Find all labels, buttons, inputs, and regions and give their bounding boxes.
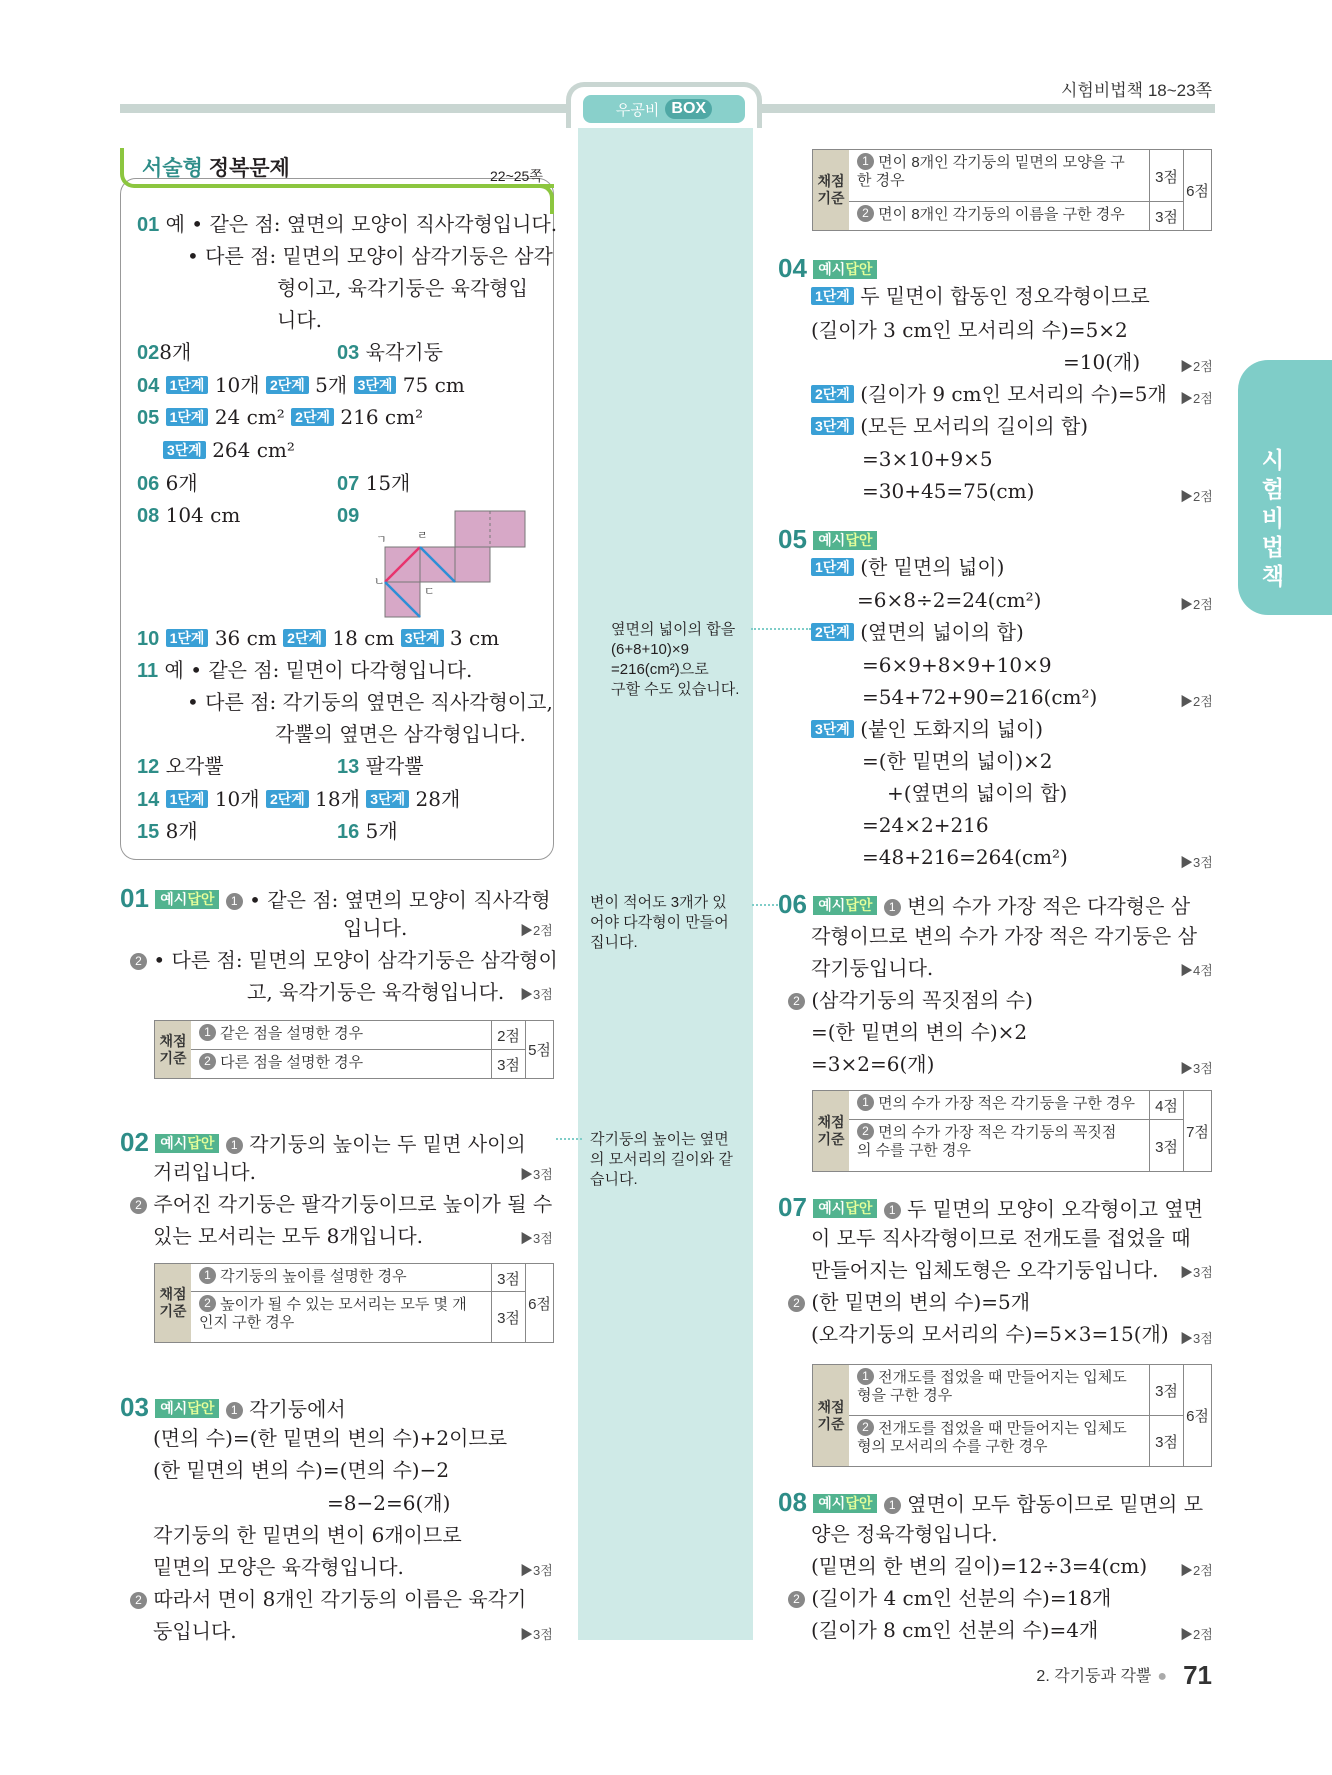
q07-line1: 07 예시답안 1 두 밑면의 모양이 오각형이고 옆면 — [778, 1192, 1204, 1222]
q06-line1: 06 예시답안 1 변의 수가 가장 적은 다각형은 삼 — [778, 889, 1191, 919]
net-label-1: ㄱ — [376, 534, 387, 546]
q05-points5: ▶2점 — [1180, 694, 1213, 709]
q08-line5: (길이가 8 cm인 선분의 수)=4개 — [811, 1618, 1099, 1642]
q07-line5: (오각기둥의 모서리의 수)=5×3=15(개) — [811, 1322, 1169, 1346]
summary-09: 09 — [337, 505, 360, 527]
q02-line1: 02 예시답안 1 각기둥의 높이는 두 밑면 사이의 — [120, 1127, 526, 1157]
q08-line2: 양은 정육각형입니다. — [811, 1522, 998, 1546]
q03-line2: (면의 수)=(한 밑면의 변의 수)+2이므로 — [153, 1426, 508, 1450]
q03-points6: ▶3점 — [520, 1563, 553, 1578]
q01-line2: 입니다. — [343, 916, 408, 940]
summary-05: 05 1단계 24 cm² 2단계 216 cm² — [137, 405, 424, 429]
q01-line3: 2 • 다른 점: 밑면의 모양이 삼각기둥은 삼각형이 — [130, 946, 558, 974]
q05-head: 05 예시답안 — [778, 525, 877, 555]
summary-05c: 3단계 264 cm² — [163, 436, 295, 464]
q02-points4: ▶3점 — [520, 1231, 553, 1246]
q05-line8: +(옆면의 넓이의 합) — [887, 781, 1068, 805]
summary-06: 06 6개 — [137, 471, 198, 495]
q05-line10: =48+216=264(cm²) — [862, 845, 1068, 869]
q06-line2: 각형이므로 변의 수가 가장 적은 각기둥은 삼 — [811, 924, 1197, 948]
box-label: BOX — [665, 99, 712, 119]
summary-pages: 22~25쪽 — [490, 168, 543, 184]
summary-11: 11 예 • 같은 점: 밑면이 다각형입니다. — [137, 658, 473, 682]
q05-line7: =(한 밑면의 넓이)×2 — [862, 749, 1053, 773]
q07-line4: 2 (한 밑면의 변의 수)=5개 — [788, 1288, 1030, 1316]
q02-line2: 거리입니다. — [153, 1160, 256, 1184]
q01-rubric: 채점 기준 1 같은 점을 설명한 경우 2점 2 다른 점을 설명한 경우 3점 5점 — [154, 1020, 554, 1079]
q03-line7: 2 따라서 면이 8개인 각기둥의 이름은 육각기 — [130, 1585, 526, 1613]
book-reference: 시험비법책 18~23쪽 — [1060, 81, 1212, 100]
q06-line5: =(한 밑면의 변의 수)×2 — [811, 1020, 1028, 1044]
summary-title-b: 정복문제 — [208, 157, 290, 180]
q03-line3: (한 밑면의 변의 수)=(면의 수)−2 — [153, 1458, 450, 1482]
net-label-3: ㄴ — [374, 576, 385, 588]
q05-line3: 2단계 (옆면의 넓이의 합) — [811, 618, 1024, 646]
q07-line2: 이 모두 직사각형이므로 전개도를 접었을 때 — [811, 1226, 1191, 1250]
q04-points7: ▶2점 — [1180, 489, 1213, 504]
prism-net-figure — [370, 505, 535, 625]
q03-rubric: 채점 기준 1 면이 8개인 각기둥의 밑면의 모양을 구 한 경우 3점 2 면이 8개인 각기둥의 이름을 구한 경우 3점 6점 — [812, 149, 1212, 231]
note-side-area: 옆면의 넓이의 합을 (6+8+10)×9 =216(cm²)으로 구할 수도 있습니다. — [611, 621, 740, 698]
summary-01c: 형이고, 육각기둥은 육각형입 — [277, 276, 528, 300]
q01-points2: ▶2점 — [520, 923, 553, 938]
q08-line1: 08 예시답안 1 옆면이 모두 합동이므로 밑면의 모 — [778, 1487, 1204, 1517]
summary-08: 08 104 cm — [137, 503, 241, 527]
q04-line6: =3×10+9×5 — [862, 447, 993, 471]
q08-line3: (밑면의 한 변의 길이)=12÷3=4(cm) — [811, 1554, 1148, 1578]
q03-line6: 밑면의 모양은 육각형입니다. — [153, 1555, 404, 1579]
page-footer: 2. 각기둥과 각뿔 ● 71 — [1036, 1660, 1212, 1690]
q05-line4: =6×9+8×9+10×9 — [862, 653, 1052, 677]
q05-line6: 3단계 (붙인 도화지의 넓이) — [811, 715, 1043, 743]
summary-02: 028개 — [137, 340, 192, 364]
q07-line3: 만들어지는 입체도형은 오각기둥입니다. — [811, 1258, 1159, 1282]
q02-line3: 2 주어진 각기둥은 팔각기둥이므로 높이가 될 수 — [130, 1190, 552, 1218]
q04-line7: =30+45=75(cm) — [862, 479, 1035, 503]
q05-points10: ▶3점 — [1180, 855, 1213, 870]
note-height: 각기둥의 높이는 옆면 의 모서리의 길이와 같 습니다. — [590, 1131, 733, 1188]
note-connector-1 — [751, 628, 811, 630]
q04-line3: =10(개) — [1063, 350, 1141, 374]
side-tab-label: 시험비법책 — [1261, 447, 1285, 589]
q02-points2: ▶3점 — [520, 1167, 553, 1182]
summary-01d: 니다. — [277, 308, 322, 332]
q04-line5: 3단계 (모든 모서리의 길이의 합) — [811, 412, 1088, 440]
q08-points3: ▶2점 — [1180, 1563, 1213, 1578]
q01-points4: ▶3점 — [520, 987, 553, 1002]
box-tab — [566, 82, 762, 128]
q07-rubric: 채점 기준 1 전개도를 접었을 때 만들어지는 입체도 형을 구한 경우 3점 2 전개도를 접었을 때 만들어지는 입체도 형의 모서리의 수를 구한 경우 3점 6점 — [812, 1364, 1212, 1467]
summary-01: 01 예 • 같은 점: 옆면의 모양이 직사각형입니다. — [137, 212, 558, 236]
q02-line4: 있는 모서리는 모두 8개입니다. — [153, 1224, 423, 1248]
summary-11c: 각뿔의 옆면은 삼각형입니다. — [275, 722, 526, 746]
q02-rubric: 채점 기준 1 각기둥의 높이를 설명한 경우 3점 2 높이가 될 수 있는 모서리는 모두 몇 개 인지 구한 경우 3점 6점 — [154, 1263, 554, 1343]
q03-points8: ▶3점 — [520, 1627, 553, 1642]
q05-line5: =54+72+90=216(cm²) — [862, 685, 1098, 709]
q04-line2: (길이가 3 cm인 모서리의 수)=5×2 — [811, 318, 1128, 342]
q03-line4: =8−2=6(개) — [327, 1491, 451, 1515]
notes-column — [578, 128, 753, 1640]
note-polygon: 변이 적어도 3개가 있 어야 다각형이 만들어 집니다. — [590, 894, 729, 951]
q01-line1: 01 예시답안 1 • 같은 점: 옆면의 모양이 직사각형 — [120, 883, 551, 913]
summary-12: 12 오각뿔 — [137, 754, 224, 778]
page-number: 71 — [1183, 1660, 1212, 1690]
q01-line4: 고, 육각기둥은 육각형입니다. — [247, 980, 505, 1004]
side-tab — [1238, 360, 1332, 615]
summary-11b: • 다른 점: 각기둥의 옆면은 직사각형이고, — [187, 690, 553, 714]
summary-title-a: 서술형 — [142, 157, 203, 180]
q08-points5: ▶2점 — [1180, 1627, 1213, 1642]
q04-line1: 1단계 두 밑면이 합동인 정오각형이므로 — [811, 282, 1150, 310]
q03-line1: 03 예시답안 1 각기둥에서 — [120, 1392, 346, 1422]
q05-line2: =6×8÷2=24(cm²) — [857, 588, 1042, 612]
q04-line4: 2단계 (길이가 9 cm인 모서리의 수)=5개 — [811, 380, 1167, 408]
q03-line8: 둥입니다. — [153, 1619, 237, 1643]
q03-line5: 각기둥의 한 밑면의 변이 6개이므로 — [153, 1523, 462, 1547]
summary-07: 07 15개 — [337, 471, 411, 495]
q08-line4: 2 (길이가 4 cm인 선분의 수)=18개 — [788, 1584, 1111, 1612]
q07-points5: ▶3점 — [1180, 1331, 1213, 1346]
q05-points2: ▶2점 — [1180, 597, 1213, 612]
q05-line9: =24×2+216 — [862, 813, 989, 837]
summary-14: 14 1단계 10개 2단계 18개 3단계 28개 — [137, 787, 461, 811]
note-connector-2 — [752, 904, 778, 906]
summary-16: 16 5개 — [337, 819, 398, 843]
summary-03: 03 육각기둥 — [337, 340, 443, 364]
q06-rubric: 채점 기준 1 면의 수가 가장 적은 각기둥을 구한 경우 4점 2 면의 수가 가장 적은 각기둥의 꼭짓점 의 수를 구한 경우 3점 7점 — [812, 1090, 1212, 1172]
q04-head: 04 예시답안 — [778, 254, 877, 284]
q06-line4: 2 (삼각기둥의 꼭짓점의 수) — [788, 986, 1033, 1014]
summary-13: 13 팔각뿔 — [337, 754, 424, 778]
summary-01b: • 다른 점: 밑면의 모양이 삼각기둥은 삼각 — [187, 244, 553, 268]
summary-15: 15 8개 — [137, 819, 198, 843]
q05-line1: 1단계 (한 밑면의 넓이) — [811, 553, 1004, 581]
q04-points4: ▶2점 — [1180, 391, 1213, 406]
box-prefix: 우공비 — [615, 101, 660, 119]
chapter-title: 2. 각기둥과 각뿔 — [1036, 1668, 1152, 1685]
q04-points3: ▶2점 — [1180, 359, 1213, 374]
q06-line3: 각기둥입니다. — [811, 956, 934, 980]
summary-10: 10 1단계 36 cm 2단계 18 cm 3단계 3 cm — [137, 626, 500, 650]
q06-line6: =3×2=6(개) — [811, 1052, 935, 1076]
summary-title — [120, 148, 310, 188]
net-label-4: ㄷ — [424, 586, 435, 598]
q07-points3: ▶3점 — [1180, 1265, 1213, 1280]
q06-points3: ▶4점 — [1180, 963, 1213, 978]
q06-points6: ▶3점 — [1180, 1061, 1213, 1076]
note-connector-3 — [556, 1138, 582, 1140]
summary-04: 04 1단계 10개 2단계 5개 3단계 75 cm — [137, 373, 465, 397]
net-label-2: ㄹ — [417, 530, 428, 542]
